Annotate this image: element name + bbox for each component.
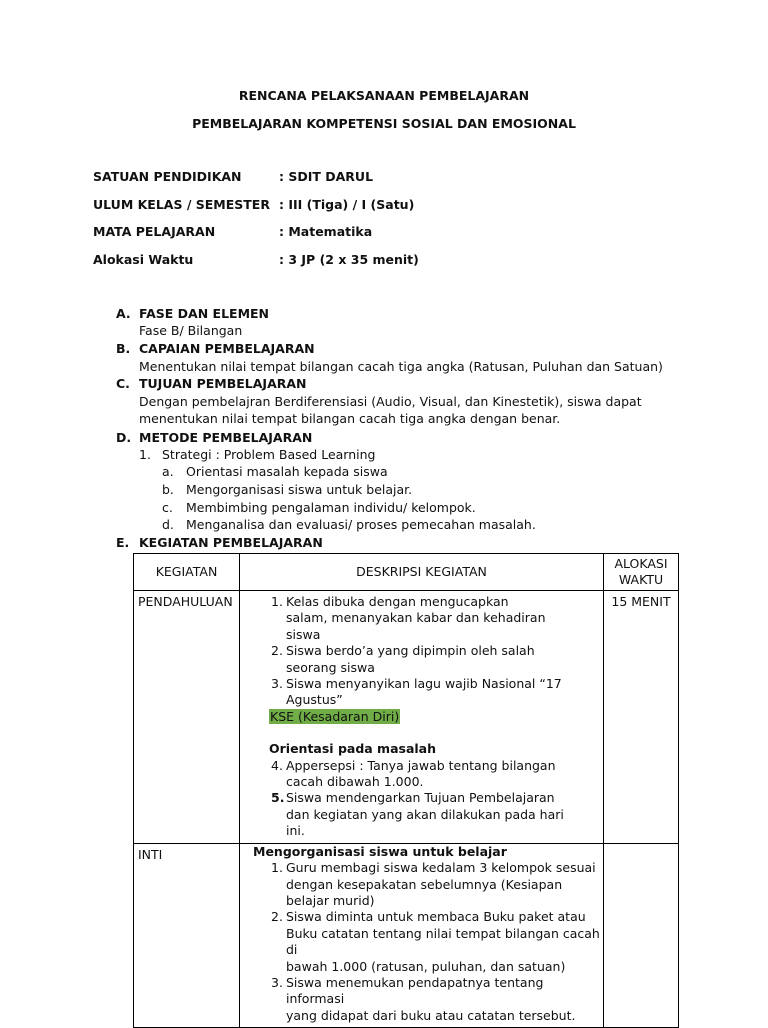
list-item	[240, 643, 603, 676]
kegiatan-table	[133, 553, 679, 1028]
identity-value: : SDIT DARUL	[279, 169, 374, 184]
list-line: Siswa mendengarkan Tujuan Pembelajaran	[286, 790, 555, 806]
alokasi-value: 15 MENIT	[611, 594, 671, 609]
method-sub-item: Membimbing pengalaman individu/ kelompok.	[186, 500, 476, 515]
list-number: 3.	[271, 974, 283, 990]
list-line: dan kegiatan yang akan dilakukan pada hari	[286, 806, 564, 822]
list-item	[240, 594, 603, 643]
method-sub-item: Orientasi masalah kepada siswa	[186, 464, 388, 479]
list-line: Appersepsi : Tanya jawab tentang bilangan	[286, 757, 556, 773]
cell-alokasi	[604, 591, 679, 844]
list-line: Siswa berdo’a yang dipimpin oleh salah	[286, 643, 535, 659]
document-title: RENCANA PELAKSANAAN PEMBELAJARAN	[238, 88, 530, 103]
list-item	[240, 975, 603, 1024]
list-item	[240, 758, 603, 791]
identity-value: : Matematika	[279, 224, 373, 239]
list-line: yang didapat dari buku atau catatan tersebut.	[286, 1007, 576, 1023]
kegiatan-label: PENDAHULUAN	[138, 594, 233, 609]
list-line: Guru membagi siswa kedalam 3 kelompok sesuai	[286, 860, 596, 876]
section-letter: A.	[116, 306, 131, 321]
cell-deskripsi	[240, 843, 604, 1027]
method-sub-mark: d.	[162, 517, 174, 532]
method-sub-item: Mengorganisasi siswa untuk belajar.	[186, 482, 413, 497]
header-alokasi	[604, 554, 679, 591]
table-row-inti	[134, 843, 679, 1027]
section-title: FASE DAN ELEMEN	[139, 306, 270, 321]
method-sub-mark: c.	[162, 500, 173, 515]
subhead-orientasi: Orientasi pada masalah	[269, 741, 437, 757]
method-strategy: Strategi : Problem Based Learning	[162, 447, 376, 462]
list-number: 2.	[271, 909, 283, 925]
blank-line	[240, 725, 603, 741]
section-letter: B.	[116, 341, 131, 356]
section-title: CAPAIAN PEMBELAJARAN	[139, 341, 315, 356]
list-line: Siswa menyanyikan lagu wajib Nasional “17 Agustus”	[286, 676, 562, 708]
subhead-mengorganisasi: Mengorganisasi siswa untuk belajar	[253, 843, 507, 859]
section-title: KEGIATAN PEMBELAJARAN	[139, 535, 323, 550]
list-number: 5.	[271, 790, 285, 806]
section-text: Fase B/ Bilangan	[139, 323, 243, 338]
kse-highlight: KSE (Kesadaran Diri)	[270, 708, 400, 724]
header-alokasi-line2: WAKTU	[618, 572, 664, 587]
list-line: seorang siswa	[286, 659, 375, 675]
document-subtitle: PEMBELAJARAN KOMPETENSI SOSIAL DAN EMOSIONAL	[192, 116, 576, 131]
identity-label: MATA PELAJARAN	[93, 224, 216, 239]
list-item	[240, 790, 603, 839]
table-header-row	[134, 554, 679, 591]
section-letter: E.	[116, 535, 130, 550]
section-letter: C.	[116, 376, 130, 391]
list-line: Kelas dibuka dengan mengucapkan	[286, 594, 509, 609]
identity-label: Alokasi Waktu	[93, 252, 194, 267]
list-item	[240, 909, 603, 975]
list-line: belajar murid)	[286, 892, 375, 908]
list-line: bawah 1.000 (ratusan, puluhan, dan satuan)	[286, 958, 566, 974]
section-letter: D.	[116, 430, 132, 445]
list-line: Siswa menemukan pendapatnya tentang informasi	[286, 974, 544, 1007]
list-item	[240, 860, 603, 909]
header-kegiatan	[134, 554, 240, 591]
list-line: dengan kesepakatan sebelumnya (Kesiapan	[286, 876, 563, 892]
list-number: 1.	[271, 860, 283, 876]
list-line: Siswa diminta untuk membaca Buku paket atau	[286, 909, 586, 925]
list-number: 2.	[271, 643, 283, 659]
section-title: METODE PEMBELAJARAN	[139, 430, 313, 445]
method-sub-mark: b.	[162, 482, 174, 497]
header-deskripsi-text: DESKRIPSI KEGIATAN	[356, 563, 487, 579]
table-row-pendahuluan	[134, 591, 679, 844]
kegiatan-label: INTI	[138, 846, 163, 862]
list-line: cacah dibawah 1.000.	[286, 774, 424, 790]
cell-deskripsi	[240, 591, 604, 844]
list-line: Buku catatan tentang nilai tempat bilangan cacah di	[286, 925, 600, 958]
list-item	[240, 676, 603, 709]
list-number: 4.	[271, 757, 283, 773]
section-text: menentukan nilai tempat bilangan cacah tiga angka dengan benar.	[139, 411, 561, 426]
header-kegiatan-text: KEGIATAN	[155, 563, 218, 579]
header-alokasi-line1: ALOKASI	[614, 555, 668, 571]
section-text: Menentukan nilai tempat bilangan cacah tiga angka (Ratusan, Puluhan dan Satuan)	[139, 359, 663, 374]
cell-alokasi	[604, 843, 679, 1027]
list-number: 3.	[271, 676, 283, 692]
identity-value: : 3 JP (2 x 35 menit)	[279, 252, 419, 267]
list-number: 1.	[271, 594, 283, 609]
method-number: 1.	[139, 447, 151, 462]
cell-kegiatan	[134, 843, 240, 1027]
list-line: ini.	[286, 823, 305, 839]
method-sub-item: Menganalisa dan evaluasi/ proses pemecahan masalah.	[186, 517, 536, 532]
identity-label: ULUM KELAS / SEMESTER	[93, 197, 270, 212]
list-line: siswa	[286, 626, 321, 642]
identity-label: SATUAN PENDIDIKAN	[93, 169, 242, 184]
list-line: salam, menanyakan kabar dan kehadiran	[286, 610, 546, 626]
identity-value: : III (Tiga) / I (Satu)	[279, 197, 415, 212]
method-sub-mark: a.	[162, 464, 174, 479]
cell-kegiatan	[134, 591, 240, 844]
kse-line	[240, 709, 603, 725]
section-text: Dengan pembelajran Berdiferensiasi (Audio, Visual, dan Kinestetik), siswa dapat	[139, 394, 642, 409]
section-title: TUJUAN PEMBELAJARAN	[139, 376, 307, 391]
header-deskripsi	[240, 554, 604, 591]
